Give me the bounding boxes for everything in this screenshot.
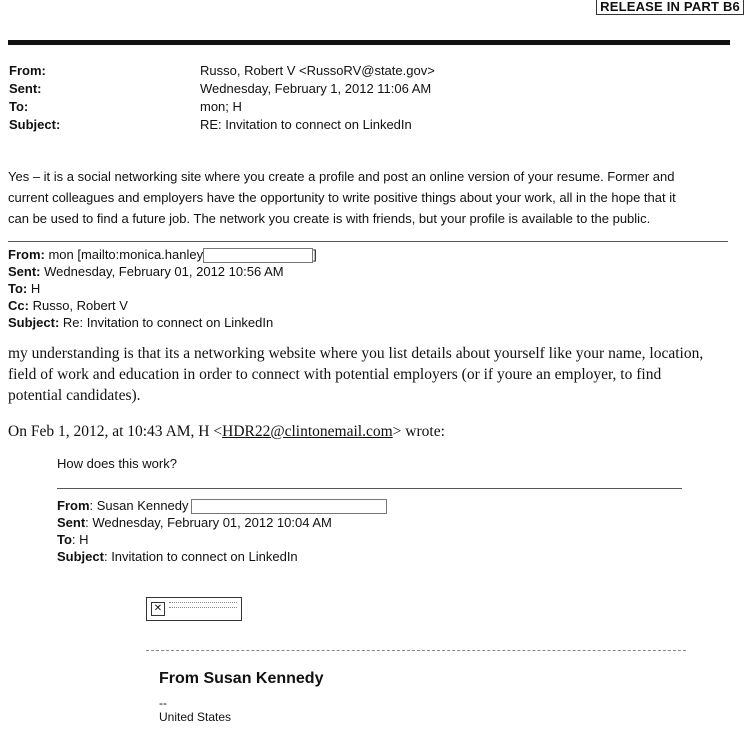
wrote-suffix: > wrote: [392,423,445,440]
from-label: From: [9,63,46,78]
forward2-from [57,497,387,514]
sent-value: Wednesday, February 1, 2012 11:06 AM [200,81,432,96]
subject-value: RE: Invitation to connect on LinkedIn [200,117,412,132]
forward1-sent [8,263,317,280]
forward2-sent [57,514,387,531]
to-value: mon; H [200,99,242,114]
forward1-subject [8,314,317,331]
header-divider [8,40,730,45]
forward-divider [8,241,728,242]
message-line: my understanding is that its a networking website where you list details about yourself like your name, location, [8,345,704,362]
forward2-to [57,531,387,548]
linkedin-heading: From Susan Kennedy [159,670,324,687]
quoted-question: How does this work? [57,456,177,471]
body-paragraph [8,166,738,229]
forward2-to-label: To [57,532,72,548]
x-icon: ✕ [151,602,165,616]
forward1-header [8,246,317,331]
forward1-sent-value: Wednesday, February 01, 2012 10:56 AM [44,264,284,280]
forward2-header [57,497,387,565]
forward2-subject-value: : Invitation to connect on LinkedIn [103,549,298,565]
forward2-subject [57,548,387,565]
sent-label: Sent: [9,81,42,96]
forward1-subject-label: Subject: [8,315,60,331]
quoted-divider [57,488,682,489]
forward2-sent-value: : Wednesday, February 01, 2012 10:04 AM [85,515,332,531]
forward2-from-label: From [57,498,90,513]
forward2-to-value: : H [71,532,89,548]
redaction-box [191,499,387,514]
forward1-from-label: From: [8,247,45,262]
forward1-sent-label: Sent: [8,264,41,280]
forward1-from-value: mon [mailto:monica.hanley [48,247,204,262]
forward1-cc-label: Cc: [8,298,29,314]
forward1-cc-value: Russo, Robert V [32,298,128,314]
forward1-to-label: To: [8,281,28,297]
forward1-message [8,343,738,406]
wrote-line [8,421,445,442]
forward1-to-value: H [30,281,41,297]
forward1-from-close: ] [313,247,317,262]
image-caption-placeholder [169,602,237,608]
wrote-prefix: On Feb 1, 2012, at 10:43 AM, H < [8,423,223,440]
to-label: To: [9,99,29,114]
forward1-from [8,246,317,263]
subject-label: Subject: [9,117,61,132]
linkedin-country: United States [159,710,232,724]
from-value: Russo, Robert V <RussoRV@state.gov> [200,63,435,78]
forward2-subject-label: Subject [57,549,104,565]
forward1-subject-value: Re: Invitation to connect on LinkedIn [62,315,274,331]
forward1-to [8,280,317,297]
linkedin-dashes: -- [159,696,167,710]
linkedin-divider [146,650,686,651]
message-line: field of work and education in order to connect with potential employers (or if youre an employer, to find [8,366,662,383]
broken-image [146,597,242,621]
body-line: can be used to find a future job. The network you create is with friends, but your profile is available to the public. [8,211,651,226]
body-line: current colleagues and employers have the opportunity to write positive things about your work, all in the hope that it [8,190,676,205]
body-line: Yes – it is a social networking site where you create a profile and post an online version of your resume. Former and [8,169,675,184]
email-link[interactable]: HDR22@clintonemail.com [222,423,393,440]
redaction-box [203,248,313,263]
forward2-from-value: : Susan Kennedy [89,498,189,513]
forward1-cc [8,297,317,314]
forward2-sent-label: Sent [57,515,86,531]
release-stamp: RELEASE IN PART B6 [596,0,744,15]
message-line: potential candidates). [8,387,141,404]
